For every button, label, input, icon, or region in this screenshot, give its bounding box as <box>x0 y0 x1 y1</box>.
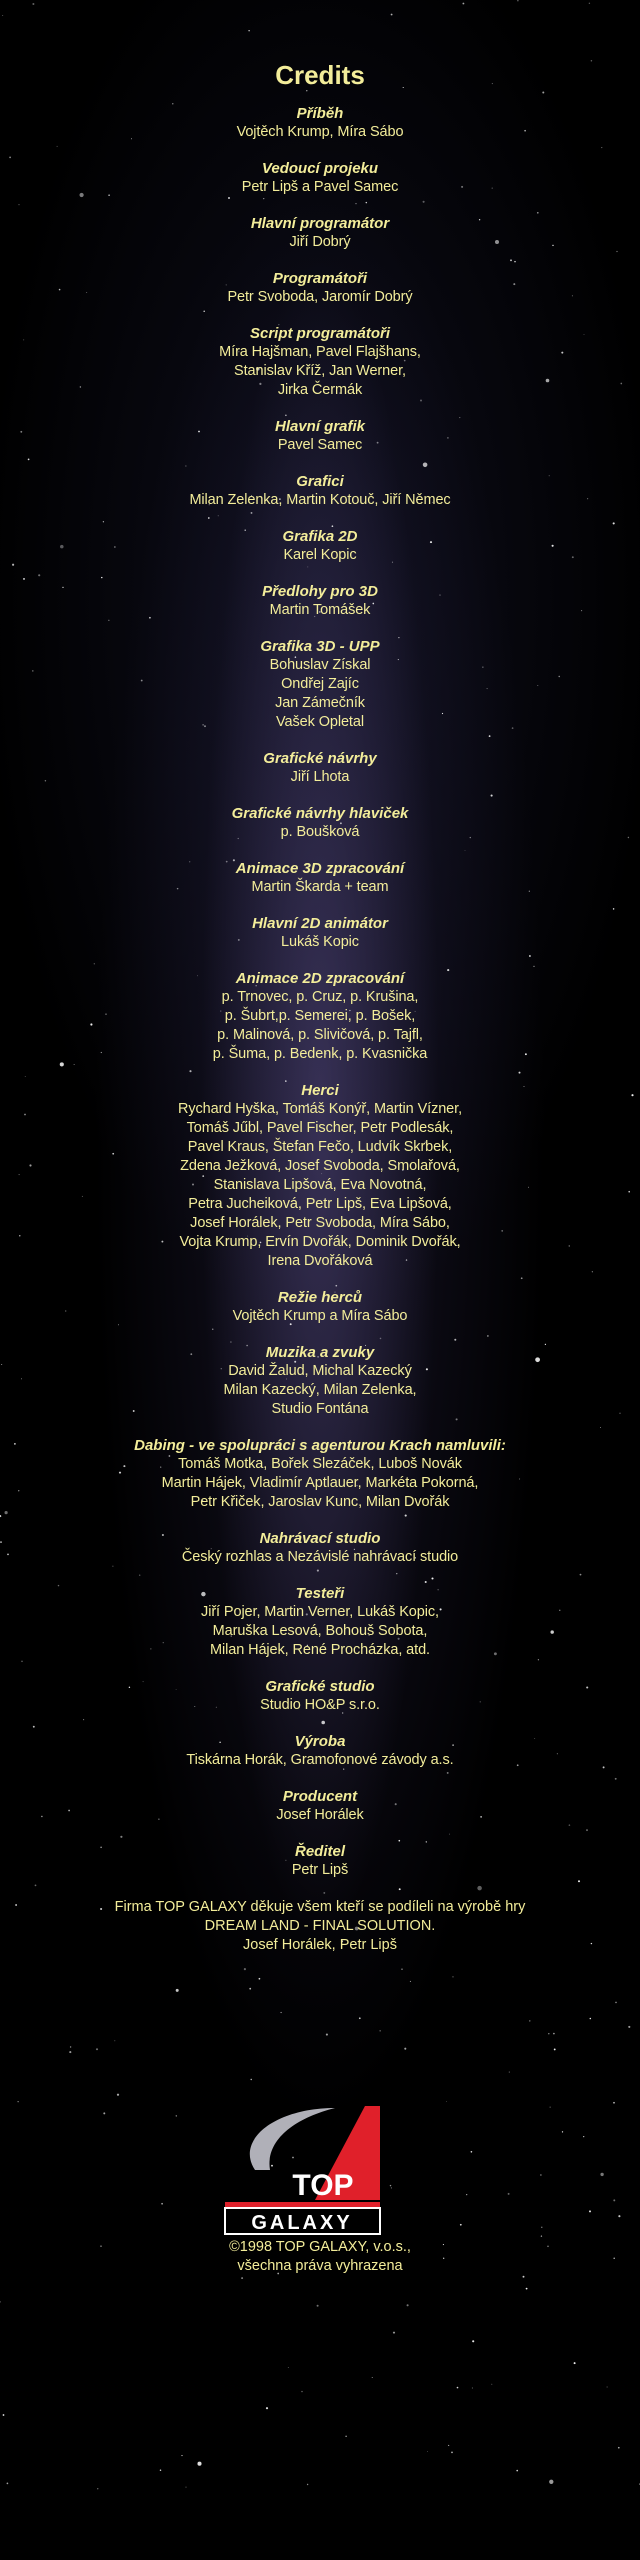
credit-section <box>0 1788 640 1825</box>
credit-role: Animace 2D zpracování <box>235 970 405 987</box>
star <box>574 2362 576 2364</box>
star <box>550 2107 551 2108</box>
star <box>583 2136 584 2137</box>
credit-names: David Žalud, Michal Kazecký Milan Kazecký, Milan Zelenka, Studio Fontána <box>223 1363 417 1417</box>
credit-names: Tomáš Motka, Bořek Slezáček, Luboš Novák Martin Hájek, Vladimír Aptlauer, Markéta Pokorná, Petr Křiček, Jaroslav Kunc, Milan Dvořák <box>161 1456 479 1510</box>
star <box>589 3 590 4</box>
credit-section <box>0 160 640 197</box>
credit-names: Bohuslav Získal Ondřej Zajíc Jan Zámečník Vašek Opletal <box>269 657 371 730</box>
star <box>97 2488 98 2489</box>
star <box>451 2452 453 2454</box>
credit-names: Milan Zelenka, Martin Kotouč, Jiří Němec <box>189 492 451 508</box>
star <box>160 2469 161 2470</box>
thanks-text: Firma TOP GALAXY děkuje všem kteří se podíleli na výrobě hry DREAM LAND - FINAL SOLUTION. Josef Horálek, Petr Lipš <box>114 1899 526 1953</box>
credit-section <box>0 1082 640 1271</box>
star <box>32 3 34 5</box>
star <box>590 2018 592 2020</box>
credits-list <box>0 55 640 1955</box>
star <box>541 2235 542 2236</box>
star <box>117 2094 119 2096</box>
star <box>517 0 518 1</box>
credit-names: Český rozhlas a Nezávislé nahrávací studio <box>181 1549 459 1565</box>
credit-names: Martin Tomášek <box>269 602 371 618</box>
star <box>613 2199 615 2201</box>
star <box>553 2033 555 2035</box>
logo-top-text: TOP <box>292 2169 354 2202</box>
star <box>161 2203 163 2205</box>
credit-names: Vojtěch Krump, Míra Sábo <box>236 124 404 140</box>
star <box>472 2387 473 2388</box>
star <box>615 2002 617 2004</box>
star <box>249 1988 251 1990</box>
star <box>607 2387 608 2388</box>
credit-names: Martin Škarda + team <box>251 879 389 895</box>
star <box>3 2414 5 2416</box>
star <box>460 2224 462 2226</box>
credit-role: Grafici <box>296 473 344 490</box>
credit-role: Ředitel <box>294 1843 345 1860</box>
star <box>516 2470 518 2472</box>
star <box>508 2193 510 2195</box>
top-galaxy-logo <box>215 2100 395 2235</box>
credit-section <box>0 528 640 565</box>
star <box>70 2046 71 2047</box>
star <box>391 14 393 16</box>
credit-role: Hlavní 2D animátor <box>252 915 388 932</box>
credit-names: Petr Svoboda, Jaromír Dobrý <box>227 289 413 305</box>
star <box>0 2301 1 2302</box>
credit-role: Herci <box>301 1082 339 1099</box>
credit-role: Hlavní programátor <box>250 215 390 232</box>
credit-role: Muzika a zvuky <box>265 1344 375 1361</box>
logo-galaxy-text: GALAXY <box>251 2212 353 2234</box>
credit-section <box>0 1344 640 1419</box>
credit-role: Script programátoři <box>249 325 391 342</box>
star <box>404 2048 406 2050</box>
credit-role: Výroba <box>294 1733 346 1750</box>
star <box>448 2445 449 2446</box>
star <box>466 2194 467 2195</box>
star <box>554 2048 556 2050</box>
star <box>472 2340 474 2342</box>
credit-section <box>0 215 640 252</box>
star <box>176 1989 179 1992</box>
star <box>628 2026 630 2028</box>
credit-role: Nahrávací studio <box>259 1530 381 1547</box>
star <box>613 2102 615 2104</box>
star <box>393 2332 395 2334</box>
star <box>618 2447 620 2449</box>
star <box>462 3 464 5</box>
credit-role: Grafika 2D <box>282 528 358 545</box>
star <box>380 2030 381 2031</box>
star <box>457 2387 459 2389</box>
star <box>401 1968 403 1970</box>
star <box>241 2277 243 2279</box>
star <box>372 2377 373 2378</box>
star <box>259 1978 261 1980</box>
credit-role: Grafické návrhy <box>263 750 377 767</box>
star <box>359 2017 361 2019</box>
star <box>301 2391 302 2392</box>
star <box>407 2304 409 2306</box>
star <box>244 1968 246 1970</box>
credit-names: Lukáš Kopic <box>281 934 359 950</box>
credit-role: Předlohy pro 3D <box>262 583 378 600</box>
star <box>410 1981 411 1982</box>
credit-names: Jiří Pojer, Martin Verner, Lukáš Kopic, Maruška Lesová, Bohouš Sobota, Milan Hájek, René Procházka, atd. <box>201 1604 439 1658</box>
credit-role: Programátoři <box>272 270 368 287</box>
credit-section <box>0 1843 640 1880</box>
credit-role: Grafika 3D - UPP <box>260 638 380 655</box>
credit-section <box>0 1733 640 1770</box>
credit-names: Vojtěch Krump a Míra Sábo <box>232 1308 408 1324</box>
credit-role: Animace 3D zpracování <box>235 860 405 877</box>
credit-role: Testeři <box>295 1585 345 1602</box>
credit-section <box>0 105 640 142</box>
star <box>266 2407 268 2409</box>
credit-names: Jiří Dobrý <box>289 234 351 250</box>
star <box>529 2020 530 2021</box>
star <box>600 2173 603 2176</box>
star <box>2 15 3 16</box>
credit-section <box>0 860 640 897</box>
credit-names: Studio HO&P s.r.o. <box>260 1697 380 1713</box>
credit-section <box>0 750 640 787</box>
star <box>176 2115 177 2116</box>
credit-section <box>0 970 640 1064</box>
star <box>549 2480 553 2484</box>
credit-names: Míra Hajšman, Pavel Flajšhans, Stanislav Kříž, Jan Werner, Jirka Čermák <box>219 344 421 398</box>
logo-swoosh-icon <box>250 2108 335 2170</box>
star <box>7 2483 9 2485</box>
star <box>280 2012 281 2013</box>
credit-role: Režie herců <box>277 1289 363 1306</box>
credit-section <box>0 473 640 510</box>
credit-names: p. Trnovec, p. Cruz, p. Krušina, p. Šubrt,p. Semerei, p. Bošek, p. Malinová, p. Slivičová, p. Tajfl, p. Šuma, p. Bedenk, p. Kvasnička <box>212 989 428 1062</box>
star <box>288 2367 289 2368</box>
star <box>446 2101 447 2102</box>
credit-names: Tiskárna Horák, Gramofonové závody a.s. <box>186 1752 454 1768</box>
star <box>548 2033 549 2034</box>
star <box>186 2487 187 2488</box>
credit-role: Producent <box>282 1788 358 1805</box>
credit-role: Grafické studio <box>265 1678 375 1695</box>
credit-names: Jiří Lhota <box>290 769 350 785</box>
star <box>562 2131 563 2132</box>
star <box>345 2436 346 2437</box>
credit-names: Pavel Samec <box>277 437 363 453</box>
star <box>18 2101 19 2102</box>
credit-names: Petr Lipš a Pavel Samec <box>241 179 399 195</box>
credit-names: Rychard Hyška, Tomáš Konýř, Martin Vízner, Tomáš Jűbl, Pavel Fischer, Petr Podlesák, Pavel Kraus, Štefan Fečo, Ludvík Skrbek, Zdena Ježková, Josef Svoboda, Smolařová, Stanislava Lipšová, Eva Novotná, Petra Jucheiková, Petr Lipš, Eva Lipšová, Josef Horálek, Petr Svoboda, Míra Sábo, Vojta Krump, Ervín Dvořák, Dominik Dvořák, Irena Dvořáková <box>177 1101 463 1269</box>
credit-section <box>0 1530 640 1567</box>
credit-section <box>0 1585 640 1660</box>
star <box>509 2072 510 2073</box>
star <box>317 2305 319 2307</box>
credit-role: Vedoucí projeku <box>261 160 379 177</box>
credit-section <box>0 1437 640 1512</box>
credit-section <box>0 915 640 952</box>
credit-section <box>0 325 640 400</box>
credit-role: Hlavní grafik <box>274 418 366 435</box>
star <box>589 2210 591 2212</box>
credits-title: Credits <box>275 60 365 90</box>
star <box>103 2112 105 2114</box>
star <box>427 2451 428 2452</box>
credit-names: p. Boušková <box>280 824 360 840</box>
star <box>541 2227 542 2228</box>
credit-role: Grafické návrhy hlaviček <box>231 805 409 822</box>
star <box>326 2034 328 2036</box>
star <box>471 2151 473 2153</box>
copyright-text: ©1998 TOP GALAXY, v.o.s., všechna práva vyhrazena <box>229 2239 411 2274</box>
credit-section <box>0 418 640 455</box>
credit-sections <box>0 105 640 1880</box>
star <box>197 2462 201 2466</box>
credit-section <box>0 1678 640 1715</box>
credit-section <box>0 805 640 842</box>
credit-names: Josef Horálek <box>276 1807 364 1823</box>
credit-names: Karel Kopic <box>283 547 357 563</box>
star <box>69 2051 71 2053</box>
credit-role: Dabing - ve spolupráci s agenturou Krach namluvili: <box>134 1437 506 1454</box>
credit-section <box>0 270 640 307</box>
credit-role: Příběh <box>296 105 344 122</box>
star <box>523 2276 525 2278</box>
star <box>114 2040 115 2041</box>
credit-names: Petr Lipš <box>291 1862 349 1878</box>
credit-section <box>0 583 640 620</box>
star <box>307 2484 308 2485</box>
star <box>181 2455 182 2456</box>
star <box>251 2079 252 2080</box>
credit-section <box>0 1289 640 1326</box>
credit-section <box>0 638 640 732</box>
star <box>248 30 249 31</box>
star <box>540 2174 541 2175</box>
star <box>618 2215 620 2217</box>
star <box>526 2288 528 2290</box>
star <box>96 2048 98 2050</box>
star <box>491 2384 492 2385</box>
star <box>453 1976 454 1977</box>
